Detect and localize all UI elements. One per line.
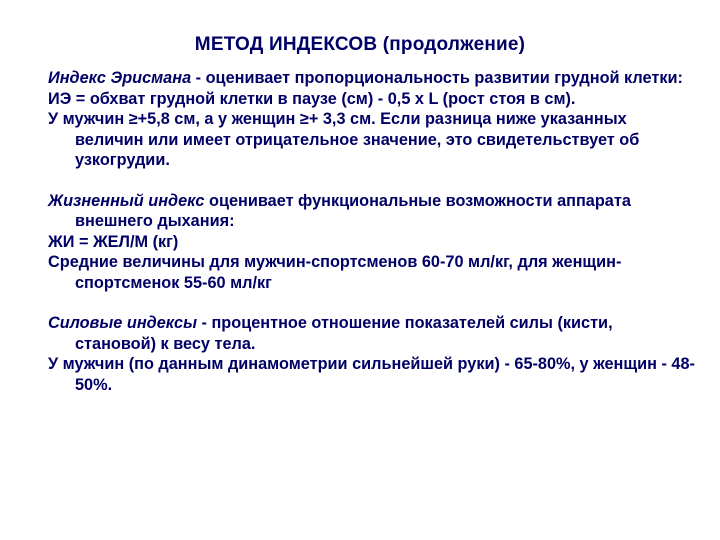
term-label: Жизненный индекс	[48, 191, 205, 210]
paragraph-text: У мужчин (по данным динамометрии сильнейшей руки) - 65-80%, у женщин - 48-50%.	[48, 355, 695, 394]
slide-body	[48, 68, 698, 395]
paragraph	[48, 191, 698, 232]
paragraph-text: ИЭ = обхват грудной клетки в паузе (см) - 0,5 x L (рост стоя в см).	[48, 89, 576, 108]
slide-title: МЕТОД ИНДЕКСОВ (продолжение)	[194, 34, 526, 55]
section-erisman-index	[48, 68, 698, 171]
section-strength-indices	[48, 313, 698, 395]
paragraph	[48, 232, 698, 253]
section-vital-index	[48, 191, 698, 294]
paragraph	[48, 313, 698, 354]
paragraph-text: - оценивает пропорциональность развитии грудной клетки:	[191, 69, 683, 87]
paragraph	[48, 68, 698, 89]
term-label: Индекс Эрисмана	[48, 69, 192, 87]
paragraph	[48, 354, 698, 395]
paragraph-text: Средние величины для мужчин-спортсменов 60-70 мл/кг, для женщин-спортсменок 55-60 мл/кг	[48, 253, 622, 292]
paragraph	[48, 109, 698, 171]
term-label: Силовые индексы	[48, 314, 197, 332]
paragraph	[48, 89, 698, 110]
paragraph-text: оценивает функциональные возможности аппарата внешнего дыхания:	[75, 191, 631, 230]
paragraph-text: ЖИ = ЖЕЛ/М (кг)	[48, 232, 179, 251]
paragraph-text: - процентное отношение показателей силы (кисти, становой) к весу тела.	[75, 314, 613, 353]
paragraph-text: У мужчин ≥+5,8 см, а у женщин ≥+ 3,3 см. Если разница ниже указанных величин или имеет отрицательное значение, это свидетельствует об узкогрудии.	[48, 110, 640, 169]
paragraph	[48, 252, 698, 293]
